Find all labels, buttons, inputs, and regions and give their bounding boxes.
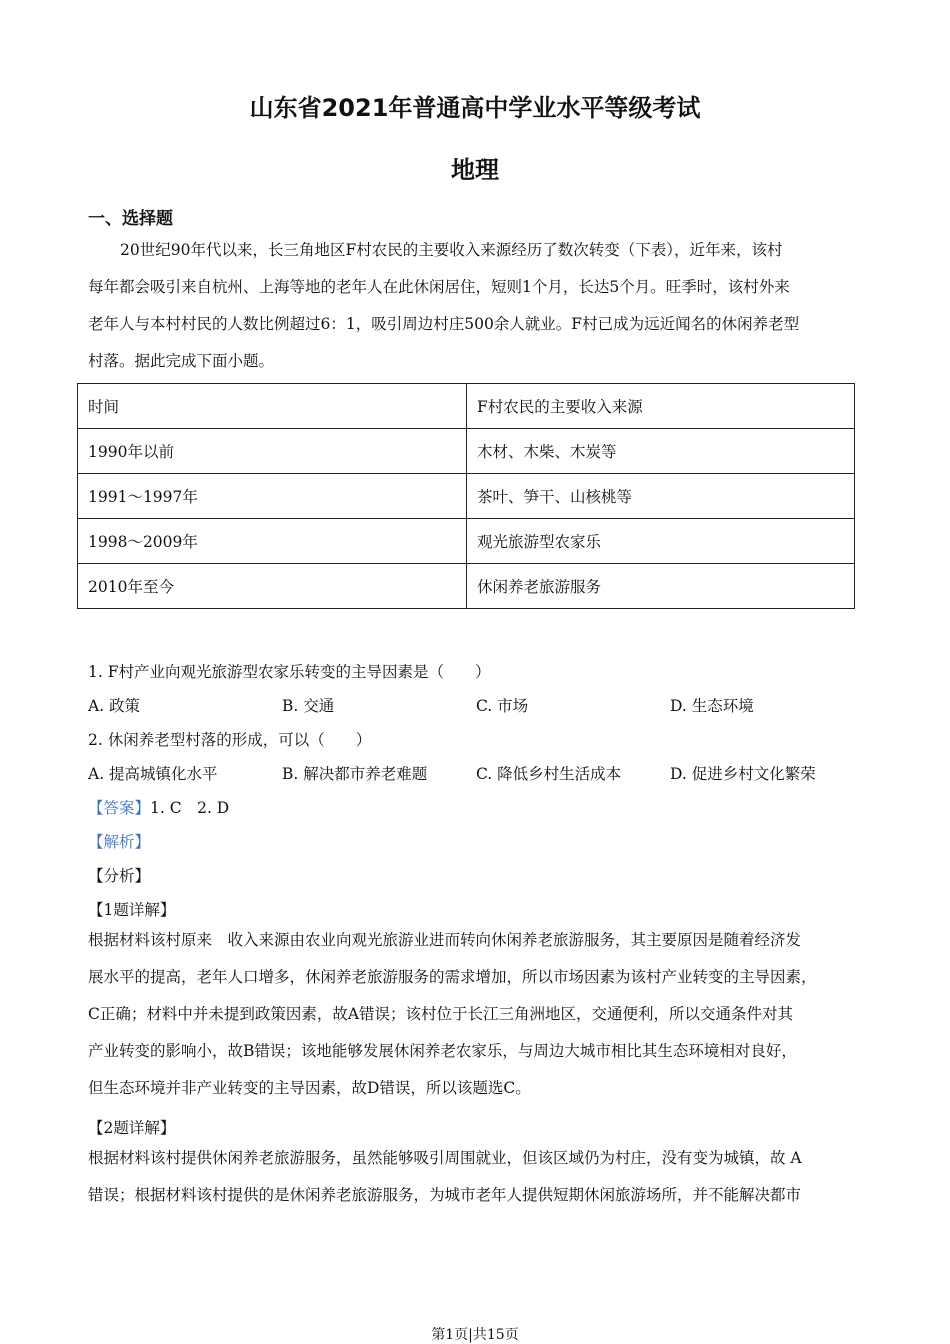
option-d: D. 促进乡村文化繁荣 (670, 765, 816, 783)
detail-line: 展水平的提高，老年人口增多，休闲养老旅游服务的需求增加，所以市场因素为该村产业转变的主导因素， (88, 968, 817, 986)
detail-line: 错误；根据材料该村提供的是休闲养老旅游服务，为城市老年人提供短期休闲旅游场所，并不能解决都市 (88, 1186, 802, 1204)
table-cell: 茶叶、笋干、山核桃等 (467, 474, 855, 519)
table-row (78, 519, 855, 564)
question-2-stem: 2. 休闲养老型村落的形成，可以（ ） (88, 731, 372, 749)
subject-title: 地理 (451, 156, 499, 184)
table-cell: 观光旅游型农家乐 (467, 519, 855, 564)
detail-2-paragraph (88, 1140, 868, 1214)
option-b: B. 解决都市养老难题 (282, 765, 428, 783)
intro-paragraph (88, 232, 868, 380)
fenxi-label: 【分析】 (88, 867, 151, 885)
detail-line: 根据材料该村提供休闲养老旅游服务，虽然能够吸引周围就业，但该区域仍为村庄，没有变为城镇，故 A (88, 1149, 802, 1167)
option-b: B. 交通 (282, 697, 335, 715)
intro-line: 村落。据此完成下面小题。 (88, 352, 275, 370)
exam-title: 山东省2021年普通高中学业水平等级考试 (249, 94, 701, 122)
table-header-cell: F村农民的主要收入来源 (467, 384, 855, 429)
answer-line (88, 796, 229, 818)
income-source-table (77, 383, 855, 609)
table-cell: 1990年以前 (78, 429, 467, 474)
intro-line: 老年人与本村村民的人数比例超过6：1，吸引周边村庄500余人就业。F村已成为远近闻名的休闲养老型 (88, 315, 800, 333)
table-row (78, 564, 855, 609)
table-header-cell: 时间 (78, 384, 467, 429)
detail-2-label: 【2题详解】 (88, 1119, 176, 1137)
answer-label: 【答案】 (88, 799, 151, 817)
detail-line: 但生态环境并非产业转变的主导因素，故D错误，所以该题选C。 (88, 1079, 531, 1097)
table-row (78, 429, 855, 474)
analysis-label: 【解析】 (88, 833, 151, 851)
table-cell: 休闲养老旅游服务 (467, 564, 855, 609)
intro-line: 每年都会吸引来自杭州、上海等地的老年人在此休闲居住，短则1个月，长达5个月。旺季时，该村外来 (88, 278, 790, 296)
detail-1-paragraph (88, 922, 868, 1107)
table-cell: 1991～1997年 (78, 474, 467, 519)
option-a: A. 政策 (88, 697, 141, 715)
option-d: D. 生态环境 (670, 697, 754, 715)
detail-line: C正确；材料中并未提到政策因素，故A错误；该村位于长江三角洲地区，交通便利，所以交通条件对其 (88, 1005, 794, 1023)
option-a: A. 提高城镇化水平 (88, 765, 218, 783)
section-heading: 一、选择题 (88, 209, 173, 229)
page-footer: 第1页|共15页 (431, 1327, 519, 1343)
table-row (78, 474, 855, 519)
table-cell: 2010年至今 (78, 564, 467, 609)
option-c: C. 降低乡村生活成本 (476, 765, 622, 783)
question-1-stem: 1. F村产业向观光旅游型农家乐转变的主导因素是（ ） (88, 663, 491, 681)
detail-1-label: 【1题详解】 (88, 901, 176, 919)
table-header-row (78, 384, 855, 429)
table-cell: 木材、木柴、木炭等 (467, 429, 855, 474)
table-cell: 1998～2009年 (78, 519, 467, 564)
option-c: C. 市场 (476, 697, 529, 715)
intro-line: 20世纪90年代以来，长三角地区F村农民的主要收入来源经历了数次转变（下表），近年来，该村 (120, 241, 783, 259)
detail-line: 根据材料该村原来 收入来源由农业向观光旅游业进而转向休闲养老旅游服务，其主要原因是随着经济发 (88, 931, 802, 949)
detail-line: 产业转变的影响小，故B错误；该地能够发展休闲养老农家乐，与周边大城市相比其生态环境相对良好， (88, 1042, 797, 1060)
answer-value: 1. C 2. D (150, 799, 230, 817)
